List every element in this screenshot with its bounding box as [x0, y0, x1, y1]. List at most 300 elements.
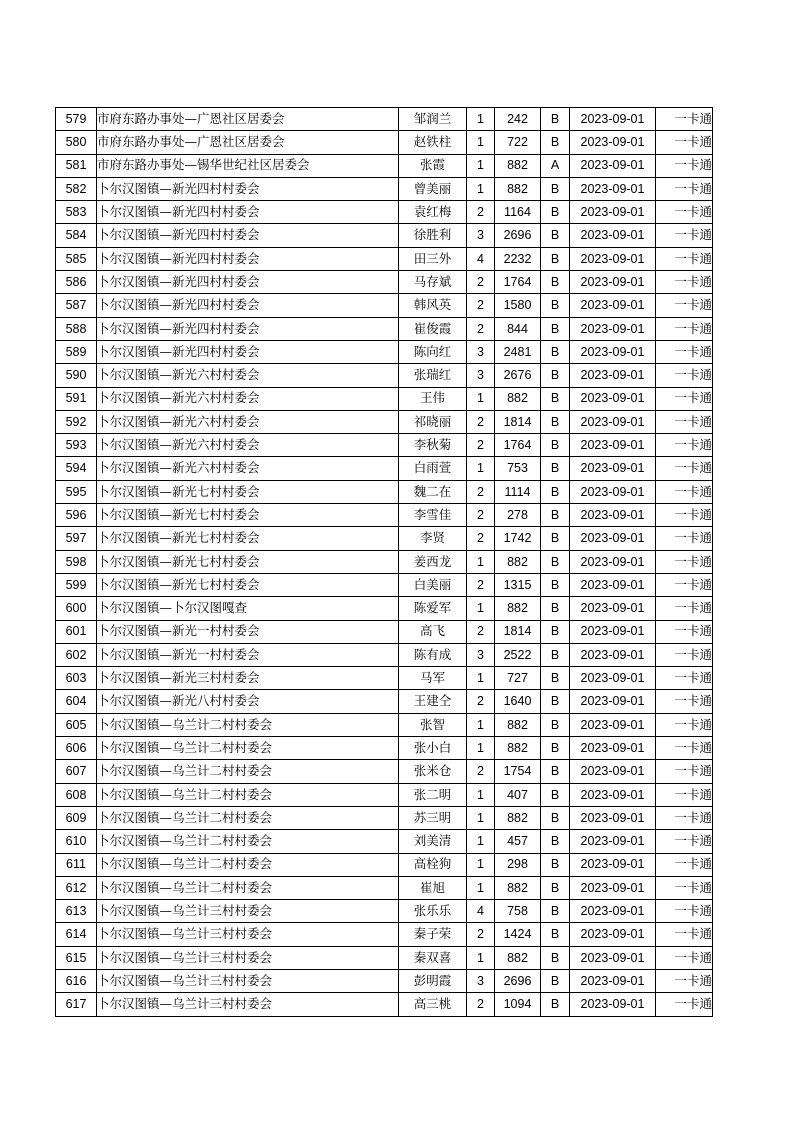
payment-method-cell: 一卡通: [656, 480, 713, 503]
household-count-cell: 2: [467, 760, 495, 783]
household-count-cell: 1: [467, 783, 495, 806]
table-row: [56, 993, 713, 1016]
category-cell: A: [541, 154, 570, 177]
table-row: [56, 294, 713, 317]
row-number: 582: [56, 177, 97, 200]
category-cell: B: [541, 993, 570, 1016]
person-name-cell: 陈向红: [399, 340, 467, 363]
organization-cell: 卜尔汉图镇—乌兰计二村村委会: [97, 806, 399, 829]
organization-cell: 卜尔汉图镇—新光四村村委会: [97, 247, 399, 270]
person-name-cell: 张小白: [399, 737, 467, 760]
category-cell: B: [541, 294, 570, 317]
household-count-cell: 3: [467, 969, 495, 992]
organization-cell: 市府东路办事处—锡华世纪社区居委会: [97, 154, 399, 177]
household-count-cell: 1: [467, 876, 495, 899]
person-name-cell: 刘美清: [399, 830, 467, 853]
category-cell: B: [541, 457, 570, 480]
payment-method-cell: 一卡通: [656, 177, 713, 200]
date-cell: 2023-09-01: [570, 969, 656, 992]
household-count-cell: 4: [467, 247, 495, 270]
date-cell: 2023-09-01: [570, 946, 656, 969]
amount-cell: 1814: [495, 620, 541, 643]
payment-method-cell: 一卡通: [656, 993, 713, 1016]
organization-cell: 卜尔汉图镇—乌兰计二村村委会: [97, 853, 399, 876]
payment-method-cell: 一卡通: [656, 737, 713, 760]
category-cell: B: [541, 504, 570, 527]
person-name-cell: 陈有成: [399, 643, 467, 666]
organization-cell: 卜尔汉图镇—乌兰计二村村委会: [97, 760, 399, 783]
table-row: [56, 597, 713, 620]
date-cell: 2023-09-01: [570, 830, 656, 853]
payment-method-cell: 一卡通: [656, 620, 713, 643]
category-cell: B: [541, 131, 570, 154]
household-count-cell: 2: [467, 504, 495, 527]
table-row: [56, 387, 713, 410]
payment-method-cell: 一卡通: [656, 410, 713, 433]
date-cell: 2023-09-01: [570, 620, 656, 643]
household-count-cell: 2: [467, 410, 495, 433]
category-cell: B: [541, 876, 570, 899]
payment-method-cell: 一卡通: [656, 690, 713, 713]
household-count-cell: 1: [467, 457, 495, 480]
person-name-cell: 袁红梅: [399, 201, 467, 224]
row-number: 595: [56, 480, 97, 503]
table-row: [56, 760, 713, 783]
category-cell: B: [541, 853, 570, 876]
date-cell: 2023-09-01: [570, 131, 656, 154]
payment-method-cell: 一卡通: [656, 317, 713, 340]
household-count-cell: 1: [467, 597, 495, 620]
category-cell: B: [541, 830, 570, 853]
date-cell: 2023-09-01: [570, 154, 656, 177]
amount-cell: 2696: [495, 224, 541, 247]
row-number: 594: [56, 457, 97, 480]
table-row: [56, 457, 713, 480]
amount-cell: 1764: [495, 271, 541, 294]
amount-cell: 278: [495, 504, 541, 527]
date-cell: 2023-09-01: [570, 317, 656, 340]
amount-cell: 242: [495, 108, 541, 131]
date-cell: 2023-09-01: [570, 527, 656, 550]
person-name-cell: 徐胜利: [399, 224, 467, 247]
category-cell: B: [541, 737, 570, 760]
category-cell: B: [541, 643, 570, 666]
row-number: 583: [56, 201, 97, 224]
amount-cell: 882: [495, 597, 541, 620]
date-cell: 2023-09-01: [570, 713, 656, 736]
row-number: 587: [56, 294, 97, 317]
person-name-cell: 崔旭: [399, 876, 467, 899]
category-cell: B: [541, 271, 570, 294]
amount-cell: 1754: [495, 760, 541, 783]
table-row: [56, 690, 713, 713]
payment-method-cell: 一卡通: [656, 550, 713, 573]
category-cell: B: [541, 224, 570, 247]
roster-table: [55, 107, 713, 1017]
person-name-cell: 赵铁柱: [399, 131, 467, 154]
row-number: 581: [56, 154, 97, 177]
organization-cell: 卜尔汉图镇—新光七村村委会: [97, 504, 399, 527]
person-name-cell: 彭明霞: [399, 969, 467, 992]
person-name-cell: 邹润兰: [399, 108, 467, 131]
organization-cell: 卜尔汉图镇—新光七村村委会: [97, 527, 399, 550]
date-cell: 2023-09-01: [570, 108, 656, 131]
category-cell: B: [541, 667, 570, 690]
table-row: [56, 527, 713, 550]
table-row: [56, 853, 713, 876]
person-name-cell: 高飞: [399, 620, 467, 643]
category-cell: B: [541, 620, 570, 643]
person-name-cell: 高栓狗: [399, 853, 467, 876]
household-count-cell: 3: [467, 643, 495, 666]
organization-cell: 卜尔汉图镇—乌兰计三村村委会: [97, 993, 399, 1016]
amount-cell: 1164: [495, 201, 541, 224]
row-number: 600: [56, 597, 97, 620]
organization-cell: 卜尔汉图镇—乌兰计二村村委会: [97, 737, 399, 760]
date-cell: 2023-09-01: [570, 387, 656, 410]
amount-cell: 2232: [495, 247, 541, 270]
organization-cell: 卜尔汉图镇—新光六村村委会: [97, 364, 399, 387]
category-cell: B: [541, 969, 570, 992]
person-name-cell: 李雪佳: [399, 504, 467, 527]
household-count-cell: 1: [467, 131, 495, 154]
household-count-cell: 3: [467, 340, 495, 363]
date-cell: 2023-09-01: [570, 247, 656, 270]
row-number: 612: [56, 876, 97, 899]
person-name-cell: 田三外: [399, 247, 467, 270]
person-name-cell: 韩风英: [399, 294, 467, 317]
amount-cell: 722: [495, 131, 541, 154]
date-cell: 2023-09-01: [570, 434, 656, 457]
payment-method-cell: 一卡通: [656, 154, 713, 177]
date-cell: 2023-09-01: [570, 853, 656, 876]
amount-cell: 882: [495, 806, 541, 829]
row-number: 601: [56, 620, 97, 643]
organization-cell: 卜尔汉图镇—新光七村村委会: [97, 573, 399, 596]
row-number: 616: [56, 969, 97, 992]
row-number: 596: [56, 504, 97, 527]
amount-cell: 882: [495, 154, 541, 177]
person-name-cell: 王建仝: [399, 690, 467, 713]
amount-cell: 882: [495, 737, 541, 760]
row-number: 614: [56, 923, 97, 946]
date-cell: 2023-09-01: [570, 993, 656, 1016]
date-cell: 2023-09-01: [570, 690, 656, 713]
category-cell: B: [541, 247, 570, 270]
organization-cell: 卜尔汉图镇—乌兰计三村村委会: [97, 969, 399, 992]
payment-method-cell: 一卡通: [656, 969, 713, 992]
row-number: 585: [56, 247, 97, 270]
household-count-cell: 1: [467, 830, 495, 853]
person-name-cell: 张乐乐: [399, 900, 467, 923]
amount-cell: 844: [495, 317, 541, 340]
payment-method-cell: 一卡通: [656, 783, 713, 806]
amount-cell: 727: [495, 667, 541, 690]
organization-cell: 卜尔汉图镇—新光一村村委会: [97, 643, 399, 666]
table-row: [56, 340, 713, 363]
household-count-cell: 2: [467, 317, 495, 340]
category-cell: B: [541, 201, 570, 224]
person-name-cell: 秦双喜: [399, 946, 467, 969]
household-count-cell: 2: [467, 434, 495, 457]
amount-cell: 882: [495, 876, 541, 899]
person-name-cell: 秦子荣: [399, 923, 467, 946]
payment-method-cell: 一卡通: [656, 457, 713, 480]
category-cell: B: [541, 573, 570, 596]
table-row: [56, 317, 713, 340]
household-count-cell: 1: [467, 387, 495, 410]
category-cell: B: [541, 806, 570, 829]
table-row: [56, 737, 713, 760]
row-number: 602: [56, 643, 97, 666]
table-row: [56, 247, 713, 270]
category-cell: B: [541, 923, 570, 946]
roster-body: [56, 108, 713, 1017]
category-cell: B: [541, 597, 570, 620]
row-number: 608: [56, 783, 97, 806]
date-cell: 2023-09-01: [570, 410, 656, 433]
date-cell: 2023-09-01: [570, 923, 656, 946]
amount-cell: 1580: [495, 294, 541, 317]
table-row: [56, 643, 713, 666]
household-count-cell: 2: [467, 993, 495, 1016]
organization-cell: 卜尔汉图镇—乌兰计二村村委会: [97, 830, 399, 853]
category-cell: B: [541, 410, 570, 433]
category-cell: B: [541, 713, 570, 736]
amount-cell: 882: [495, 946, 541, 969]
category-cell: B: [541, 946, 570, 969]
category-cell: B: [541, 108, 570, 131]
table-row: [56, 131, 713, 154]
date-cell: 2023-09-01: [570, 457, 656, 480]
person-name-cell: 李贤: [399, 527, 467, 550]
date-cell: 2023-09-01: [570, 177, 656, 200]
date-cell: 2023-09-01: [570, 737, 656, 760]
category-cell: B: [541, 364, 570, 387]
date-cell: 2023-09-01: [570, 783, 656, 806]
person-name-cell: 高三桃: [399, 993, 467, 1016]
household-count-cell: 1: [467, 154, 495, 177]
amount-cell: 1114: [495, 480, 541, 503]
person-name-cell: 张智: [399, 713, 467, 736]
payment-method-cell: 一卡通: [656, 573, 713, 596]
table-row: [56, 806, 713, 829]
payment-method-cell: 一卡通: [656, 806, 713, 829]
table-row: [56, 364, 713, 387]
date-cell: 2023-09-01: [570, 224, 656, 247]
amount-cell: 1764: [495, 434, 541, 457]
row-number: 605: [56, 713, 97, 736]
organization-cell: 卜尔汉图镇—新光四村村委会: [97, 201, 399, 224]
person-name-cell: 崔俊霞: [399, 317, 467, 340]
table-row: [56, 876, 713, 899]
category-cell: B: [541, 480, 570, 503]
amount-cell: 1640: [495, 690, 541, 713]
payment-method-cell: 一卡通: [656, 946, 713, 969]
amount-cell: 753: [495, 457, 541, 480]
date-cell: 2023-09-01: [570, 597, 656, 620]
person-name-cell: 祁晓丽: [399, 410, 467, 433]
household-count-cell: 1: [467, 108, 495, 131]
table-row: [56, 830, 713, 853]
amount-cell: 2522: [495, 643, 541, 666]
table-row: [56, 434, 713, 457]
row-number: 607: [56, 760, 97, 783]
household-count-cell: 1: [467, 806, 495, 829]
amount-cell: 2676: [495, 364, 541, 387]
category-cell: B: [541, 177, 570, 200]
table-row: [56, 271, 713, 294]
amount-cell: 1814: [495, 410, 541, 433]
table-row: [56, 410, 713, 433]
row-number: 591: [56, 387, 97, 410]
category-cell: B: [541, 317, 570, 340]
row-number: 592: [56, 410, 97, 433]
table-row: [56, 108, 713, 131]
category-cell: B: [541, 760, 570, 783]
row-number: 586: [56, 271, 97, 294]
table-row: [56, 620, 713, 643]
person-name-cell: 王伟: [399, 387, 467, 410]
table-row: [56, 946, 713, 969]
date-cell: 2023-09-01: [570, 760, 656, 783]
category-cell: B: [541, 340, 570, 363]
row-number: 606: [56, 737, 97, 760]
category-cell: B: [541, 783, 570, 806]
organization-cell: 卜尔汉图镇—乌兰计三村村委会: [97, 946, 399, 969]
payment-method-cell: 一卡通: [656, 830, 713, 853]
row-number: 589: [56, 340, 97, 363]
amount-cell: 882: [495, 550, 541, 573]
category-cell: B: [541, 387, 570, 410]
row-number: 598: [56, 550, 97, 573]
household-count-cell: 2: [467, 690, 495, 713]
payment-method-cell: 一卡通: [656, 224, 713, 247]
amount-cell: 2696: [495, 969, 541, 992]
organization-cell: 卜尔汉图镇—新光四村村委会: [97, 317, 399, 340]
payment-method-cell: 一卡通: [656, 131, 713, 154]
payment-method-cell: 一卡通: [656, 713, 713, 736]
household-count-cell: 2: [467, 294, 495, 317]
payment-method-cell: 一卡通: [656, 527, 713, 550]
person-name-cell: 白美丽: [399, 573, 467, 596]
row-number: 611: [56, 853, 97, 876]
organization-cell: 卜尔汉图镇—新光四村村委会: [97, 340, 399, 363]
organization-cell: 卜尔汉图镇—乌兰计二村村委会: [97, 783, 399, 806]
organization-cell: 卜尔汉图镇—卜尔汉图嘎查: [97, 597, 399, 620]
household-count-cell: 1: [467, 667, 495, 690]
organization-cell: 市府东路办事处—广恩社区居委会: [97, 108, 399, 131]
table-row: [56, 550, 713, 573]
person-name-cell: 曾美丽: [399, 177, 467, 200]
organization-cell: 卜尔汉图镇—新光六村村委会: [97, 434, 399, 457]
household-count-cell: 2: [467, 620, 495, 643]
row-number: 610: [56, 830, 97, 853]
payment-method-cell: 一卡通: [656, 900, 713, 923]
table-row: [56, 923, 713, 946]
person-name-cell: 马存斌: [399, 271, 467, 294]
household-count-cell: 2: [467, 527, 495, 550]
person-name-cell: 陈爱军: [399, 597, 467, 620]
row-number: 609: [56, 806, 97, 829]
payment-method-cell: 一卡通: [656, 340, 713, 363]
row-number: 613: [56, 900, 97, 923]
table-row: [56, 573, 713, 596]
amount-cell: 758: [495, 900, 541, 923]
date-cell: 2023-09-01: [570, 667, 656, 690]
household-count-cell: 1: [467, 177, 495, 200]
date-cell: 2023-09-01: [570, 504, 656, 527]
row-number: 580: [56, 131, 97, 154]
table-row: [56, 969, 713, 992]
amount-cell: 882: [495, 713, 541, 736]
table-row: [56, 224, 713, 247]
row-number: 597: [56, 527, 97, 550]
amount-cell: 1742: [495, 527, 541, 550]
table-row: [56, 783, 713, 806]
table-row: [56, 480, 713, 503]
amount-cell: 407: [495, 783, 541, 806]
date-cell: 2023-09-01: [570, 364, 656, 387]
organization-cell: 卜尔汉图镇—新光八村村委会: [97, 690, 399, 713]
date-cell: 2023-09-01: [570, 480, 656, 503]
person-name-cell: 苏三明: [399, 806, 467, 829]
household-count-cell: 1: [467, 853, 495, 876]
person-name-cell: 张米仓: [399, 760, 467, 783]
household-count-cell: 2: [467, 201, 495, 224]
amount-cell: 1424: [495, 923, 541, 946]
date-cell: 2023-09-01: [570, 271, 656, 294]
payment-method-cell: 一卡通: [656, 876, 713, 899]
organization-cell: 卜尔汉图镇—乌兰计三村村委会: [97, 923, 399, 946]
amount-cell: 882: [495, 387, 541, 410]
organization-cell: 卜尔汉图镇—乌兰计三村村委会: [97, 900, 399, 923]
household-count-cell: 2: [467, 923, 495, 946]
organization-cell: 卜尔汉图镇—新光四村村委会: [97, 294, 399, 317]
amount-cell: 1315: [495, 573, 541, 596]
person-name-cell: 李秋菊: [399, 434, 467, 457]
organization-cell: 卜尔汉图镇—新光六村村委会: [97, 387, 399, 410]
organization-cell: 卜尔汉图镇—乌兰计二村村委会: [97, 713, 399, 736]
date-cell: 2023-09-01: [570, 643, 656, 666]
organization-cell: 卜尔汉图镇—新光四村村委会: [97, 177, 399, 200]
row-number: 584: [56, 224, 97, 247]
payment-method-cell: 一卡通: [656, 201, 713, 224]
table-row: [56, 177, 713, 200]
organization-cell: 卜尔汉图镇—新光六村村委会: [97, 410, 399, 433]
table-row: [56, 713, 713, 736]
row-number: 603: [56, 667, 97, 690]
payment-method-cell: 一卡通: [656, 853, 713, 876]
amount-cell: 1094: [495, 993, 541, 1016]
date-cell: 2023-09-01: [570, 876, 656, 899]
category-cell: B: [541, 900, 570, 923]
organization-cell: 卜尔汉图镇—新光四村村委会: [97, 224, 399, 247]
payment-method-cell: 一卡通: [656, 387, 713, 410]
payment-method-cell: 一卡通: [656, 271, 713, 294]
person-name-cell: 姜西龙: [399, 550, 467, 573]
date-cell: 2023-09-01: [570, 806, 656, 829]
payment-method-cell: 一卡通: [656, 247, 713, 270]
organization-cell: 卜尔汉图镇—新光七村村委会: [97, 550, 399, 573]
amount-cell: 2481: [495, 340, 541, 363]
household-count-cell: 1: [467, 737, 495, 760]
payment-method-cell: 一卡通: [656, 667, 713, 690]
table-row: [56, 201, 713, 224]
household-count-cell: 4: [467, 900, 495, 923]
table-row: [56, 900, 713, 923]
payment-method-cell: 一卡通: [656, 643, 713, 666]
